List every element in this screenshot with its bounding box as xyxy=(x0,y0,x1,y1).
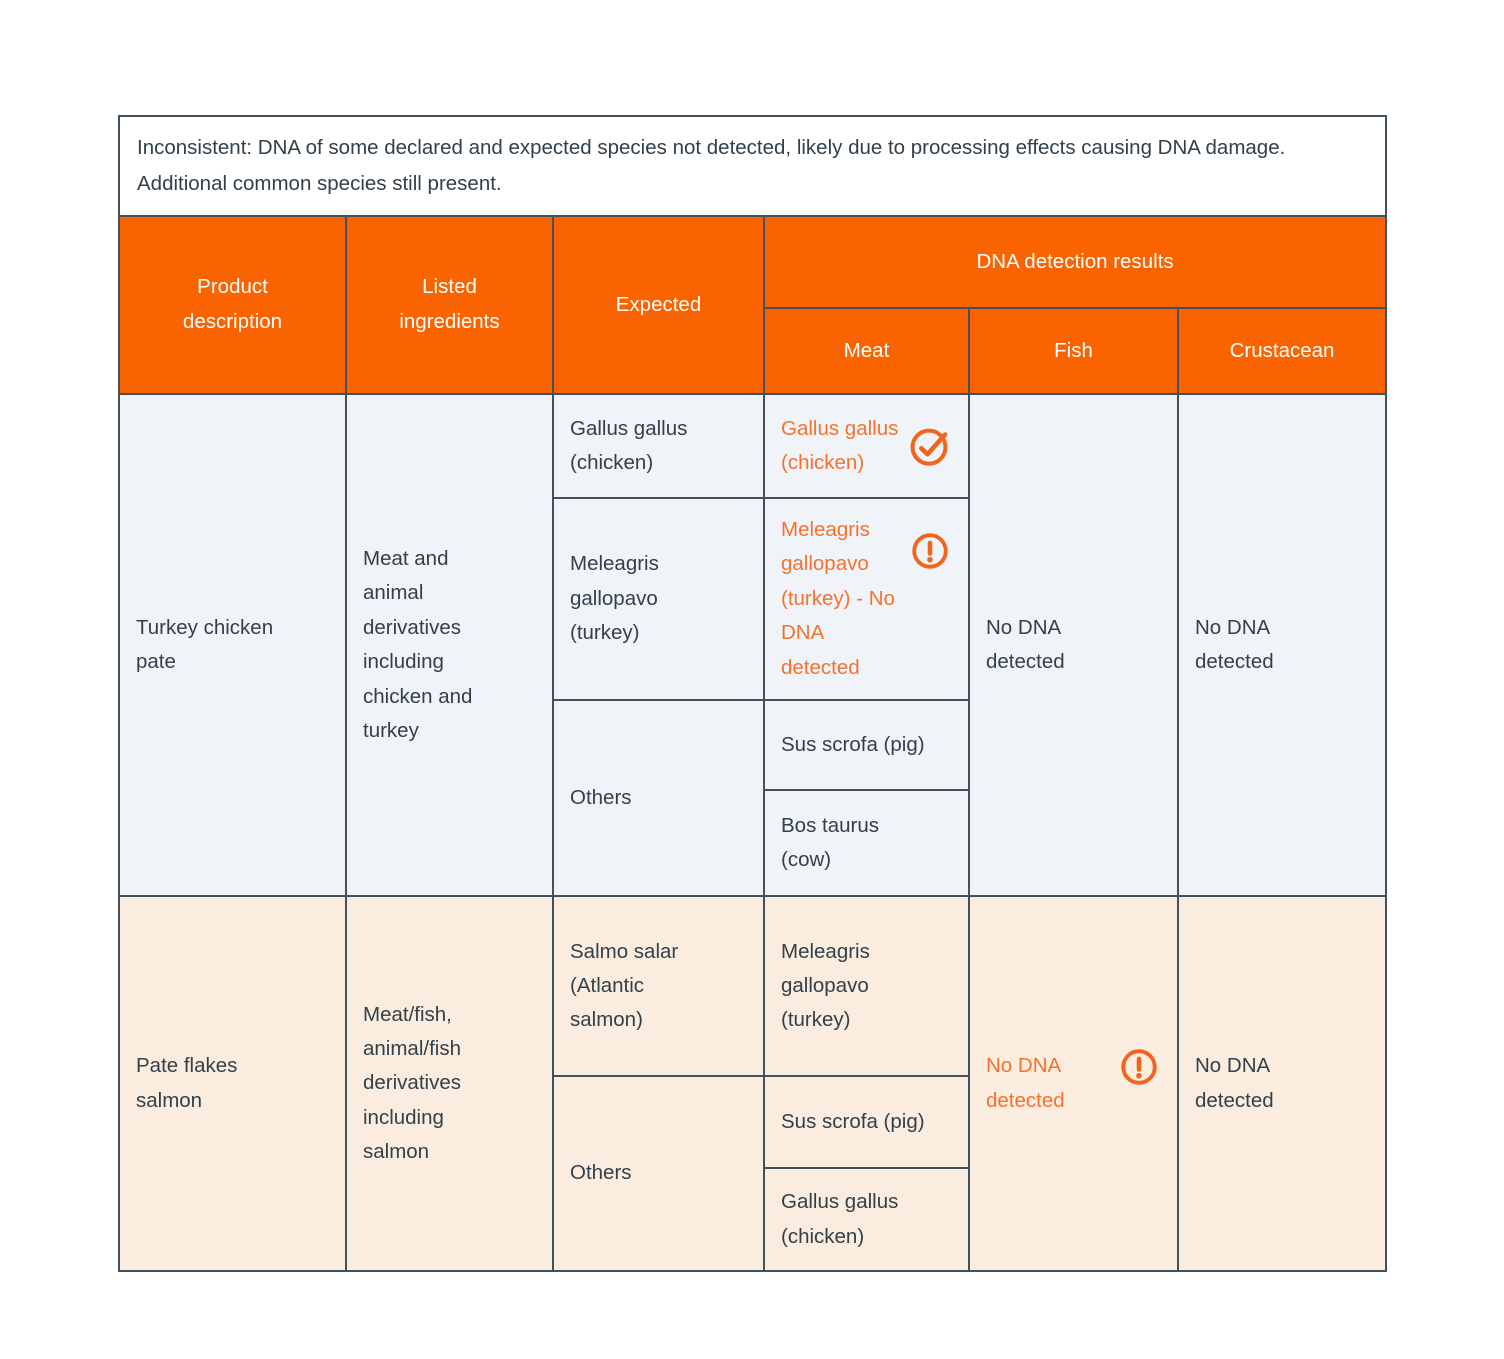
alert-circle-icon xyxy=(908,529,952,573)
cell-expected-species: Gallus gallus (chicken) xyxy=(553,394,764,498)
cell-meat-result: Gallus gallus (chicken) xyxy=(764,1168,969,1271)
cell-fish-result: No DNA detected xyxy=(969,896,1178,1271)
cell-crustacean-result: No DNA detected xyxy=(1178,896,1386,1271)
cell-product: Turkey chicken pate xyxy=(119,394,346,896)
cell-meat-result: Gallus gallus (chicken) xyxy=(764,394,969,498)
dna-results-table xyxy=(118,115,1387,1272)
cell-meat-result: Meleagris gallopavo (turkey) - No DNA detected xyxy=(764,498,969,700)
cell-product: Pate flakes salmon xyxy=(119,896,346,1271)
cell-meat-result: Sus scrofa (pig) xyxy=(764,700,969,790)
cell-ingredients: Meat and animal derivatives including chicken and turkey xyxy=(346,394,553,896)
header-dna-detection-results: DNA detection results xyxy=(764,216,1386,308)
header-product-description: Product description xyxy=(119,216,346,394)
cell-ingredients: Meat/fish, animal/fish derivatives including salmon xyxy=(346,896,553,1271)
cell-meat-result: Meleagris gallopavo (turkey) xyxy=(764,896,969,1076)
cell-crustacean-result: No DNA detected xyxy=(1178,394,1386,896)
table-caption xyxy=(119,116,1386,216)
check-circle-icon xyxy=(906,423,952,469)
cell-expected-species: Salmo salar (Atlantic salmon) xyxy=(553,896,764,1076)
header-meat: Meat xyxy=(764,308,969,394)
cell-expected-species: Others xyxy=(553,700,764,896)
header-crustacean: Crustacean xyxy=(1178,308,1386,394)
results-table-container xyxy=(118,115,1385,1272)
cell-meat-result: Sus scrofa (pig) xyxy=(764,1076,969,1168)
header-listed-ingredients: Listed ingredients xyxy=(346,216,553,394)
caption-text: Inconsistent: DNA of some declared and expected species not detected, likely due to processing effects causing DNA damage. Additional common species still present. xyxy=(137,136,1286,195)
cell-meat-result: Bos taurus (cow) xyxy=(764,790,969,896)
cell-expected-species: Meleagris gallopavo (turkey) xyxy=(553,498,764,700)
cell-fish-result: No DNA detected xyxy=(969,394,1178,896)
header-expected: Expected xyxy=(553,216,764,394)
header-fish: Fish xyxy=(969,308,1178,394)
cell-expected-species: Others xyxy=(553,1076,764,1271)
alert-circle-icon xyxy=(1117,1045,1161,1089)
